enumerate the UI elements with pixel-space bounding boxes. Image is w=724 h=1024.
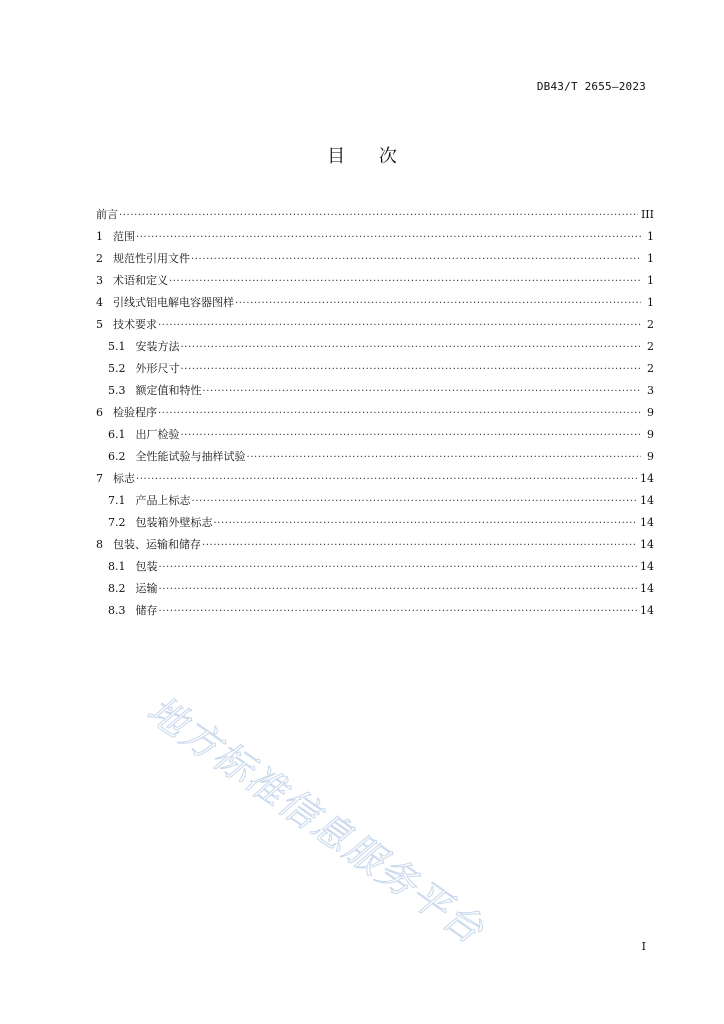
toc-entry-page: 14 [640,560,654,573]
toc-entry-number: 6 [96,406,103,419]
toc-entry-number: 6.2 [108,450,126,463]
toc-dot-leader [181,425,642,447]
toc-entry-number: 7 [96,472,103,485]
toc-entry-number: 5.2 [108,362,126,375]
toc-entry[interactable] [96,336,654,358]
toc-dot-leader [202,535,637,557]
page-title: 目 次 [327,146,397,167]
watermark: 地方标准信息服务平台 [139,687,493,953]
toc-entry-page: 1 [647,252,654,265]
toc-entry-label: 术语和定义 [113,274,168,287]
toc-entry-label: 包装、运输和储存 [113,538,201,551]
toc-entry-number: 8.3 [108,604,126,617]
toc-entry[interactable] [96,292,654,314]
toc-entry[interactable] [96,314,654,336]
toc-entry-label: 规范性引用文件 [113,252,190,265]
toc-entry-page: 9 [647,450,654,463]
toc-entry-number: 7.2 [108,516,126,529]
toc-dot-leader [159,579,638,601]
toc-entry-page: 2 [647,318,654,331]
toc-entry-page: 2 [647,362,654,375]
toc-entry-label: 标志 [113,472,135,485]
toc-dot-leader [119,205,638,227]
toc-entry-label: 出厂检验 [135,428,180,441]
toc-entry[interactable] [96,270,654,292]
toc-dot-leader [181,337,642,359]
toc-entry[interactable] [96,468,654,490]
page-number: I [641,940,646,953]
toc-entry-label: 全性能试验与抽样试验 [135,450,246,463]
toc-dot-leader [169,271,641,293]
toc-entry-number: 8.2 [108,582,126,595]
toc-dot-leader [159,557,638,579]
toc-entry-number: 2 [96,252,103,265]
toc-entry[interactable] [96,556,654,578]
toc-entry-number: 8 [96,538,103,551]
toc-entry[interactable] [96,380,654,402]
toc-entry-number: 4 [96,296,103,309]
toc-entry-label: 检验程序 [113,406,157,419]
toc-entry[interactable] [96,248,654,270]
toc-entry-number: 5 [96,318,103,331]
toc-entry-number: 6.1 [108,428,126,441]
toc-entry-number: 7.1 [108,494,126,507]
toc-entry-label: 安装方法 [135,340,180,353]
toc-entry-label: 范围 [113,230,135,243]
toc-entry-label: 额定值和特性 [135,384,202,397]
toc-entry-number: 5.1 [108,340,126,353]
toc-entry-page: 1 [647,296,654,309]
toc-entry-page: 9 [647,406,654,419]
toc-entry-page: 2 [647,340,654,353]
toc-dot-leader [136,469,637,491]
toc-dot-leader [158,403,641,425]
toc-dot-leader [247,447,642,469]
toc-dot-leader [192,491,638,513]
toc-entry[interactable] [96,512,654,534]
toc-entry-number: 3 [96,274,103,287]
table-of-contents [96,204,654,622]
toc-entry-label: 储存 [135,604,158,617]
toc-entry-page: 3 [647,384,654,397]
toc-entry[interactable] [96,226,654,248]
toc-entry-page: 9 [647,428,654,441]
toc-entry-label: 技术要求 [113,318,157,331]
toc-dot-leader [235,293,641,315]
toc-entry-label: 包装 [135,560,158,573]
toc-entry[interactable] [96,358,654,380]
toc-entry-page: 1 [647,230,654,243]
toc-entry-page: 14 [640,494,654,507]
toc-entry-label: 引线式铝电解电容器图样 [113,296,234,309]
toc-entry[interactable] [96,424,654,446]
toc-entry[interactable] [96,446,654,468]
standard-number: DB43/T 2655—2023 [536,80,646,93]
toc-entry-page: 14 [640,516,654,529]
toc-entry[interactable] [96,534,654,556]
toc-entry[interactable] [96,578,654,600]
toc-entry[interactable] [96,600,654,622]
toc-entry-number: 5.3 [108,384,126,397]
toc-dot-leader [158,315,641,337]
toc-entry[interactable] [96,402,654,424]
toc-entry-number: 8.1 [108,560,126,573]
toc-entry-page: 14 [640,582,654,595]
toc-dot-leader [136,227,641,249]
toc-entry-label: 前言 [96,208,118,221]
toc-entry-label: 包装箱外壁标志 [135,516,213,529]
toc-dot-leader [203,381,642,403]
toc-entry-page: 14 [640,472,654,485]
toc-entry-page: 14 [640,604,654,617]
toc-entry-label: 外形尺寸 [135,362,180,375]
toc-entry-page: III [640,208,654,221]
toc-entry-number: 1 [96,230,103,243]
toc-entry-label: 运输 [135,582,158,595]
toc-dot-leader [181,359,642,381]
toc-dot-leader [159,601,638,623]
toc-entry-page: 14 [640,538,654,551]
toc-dot-leader [191,249,641,271]
toc-dot-leader [214,513,638,535]
toc-entry[interactable] [96,490,654,512]
toc-entry-page: 1 [647,274,654,287]
toc-entry-label: 产品上标志 [135,494,191,507]
toc-entry[interactable] [96,204,654,226]
